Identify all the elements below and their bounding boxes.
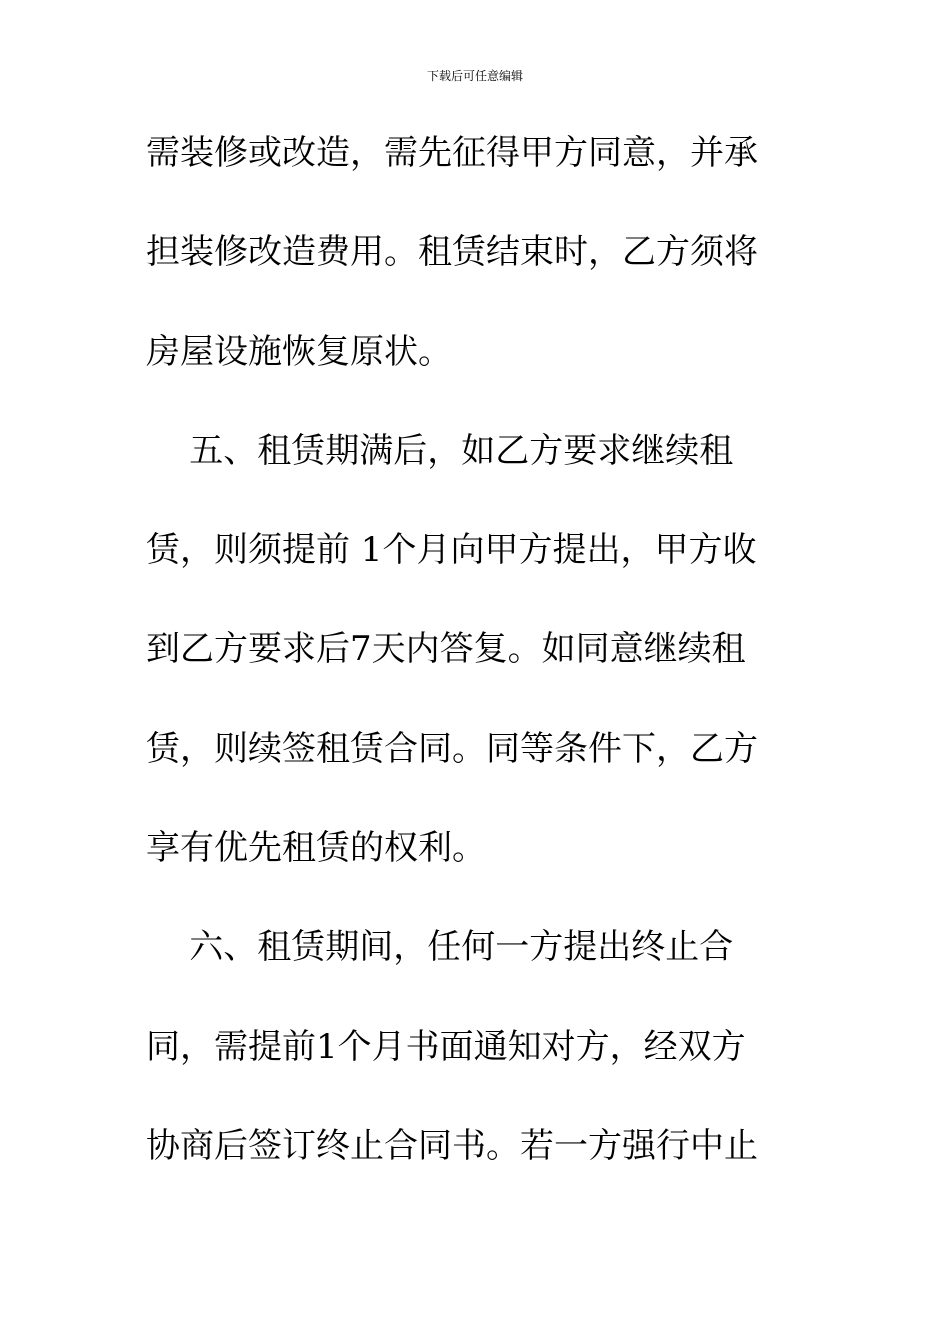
text-line: 赁，则须提前 1个月向甲方提出，甲方收 [146, 530, 757, 571]
text-line: 到乙方要求后7天内答复。如同意继续租 [146, 629, 746, 670]
text-line: 六、租赁期间，任何一方提出终止合 [146, 927, 734, 968]
document-body [146, 120, 806, 1212]
text-line: 五、租赁期满后，如乙方要求继续租 [146, 430, 734, 471]
text-line: 同，需提前1个月书面通知对方，经双方 [146, 1026, 746, 1067]
text-line: 需装修或改造，需先征得甲方同意，并承 [146, 133, 758, 173]
page-header: 下载后可任意编辑 [426, 69, 523, 83]
text-line: 房屋设施恢复原状。 [146, 331, 452, 372]
text-line: 协商后签订终止合同书。若一方强行中止 [146, 1125, 758, 1166]
text-line: 享有优先租赁的权利。 [146, 828, 486, 869]
text-line: 赁，则续签租赁合同。同等条件下，乙方 [146, 728, 758, 769]
text-line: 担装修改造费用。租赁结束时，乙方须将 [146, 232, 758, 273]
